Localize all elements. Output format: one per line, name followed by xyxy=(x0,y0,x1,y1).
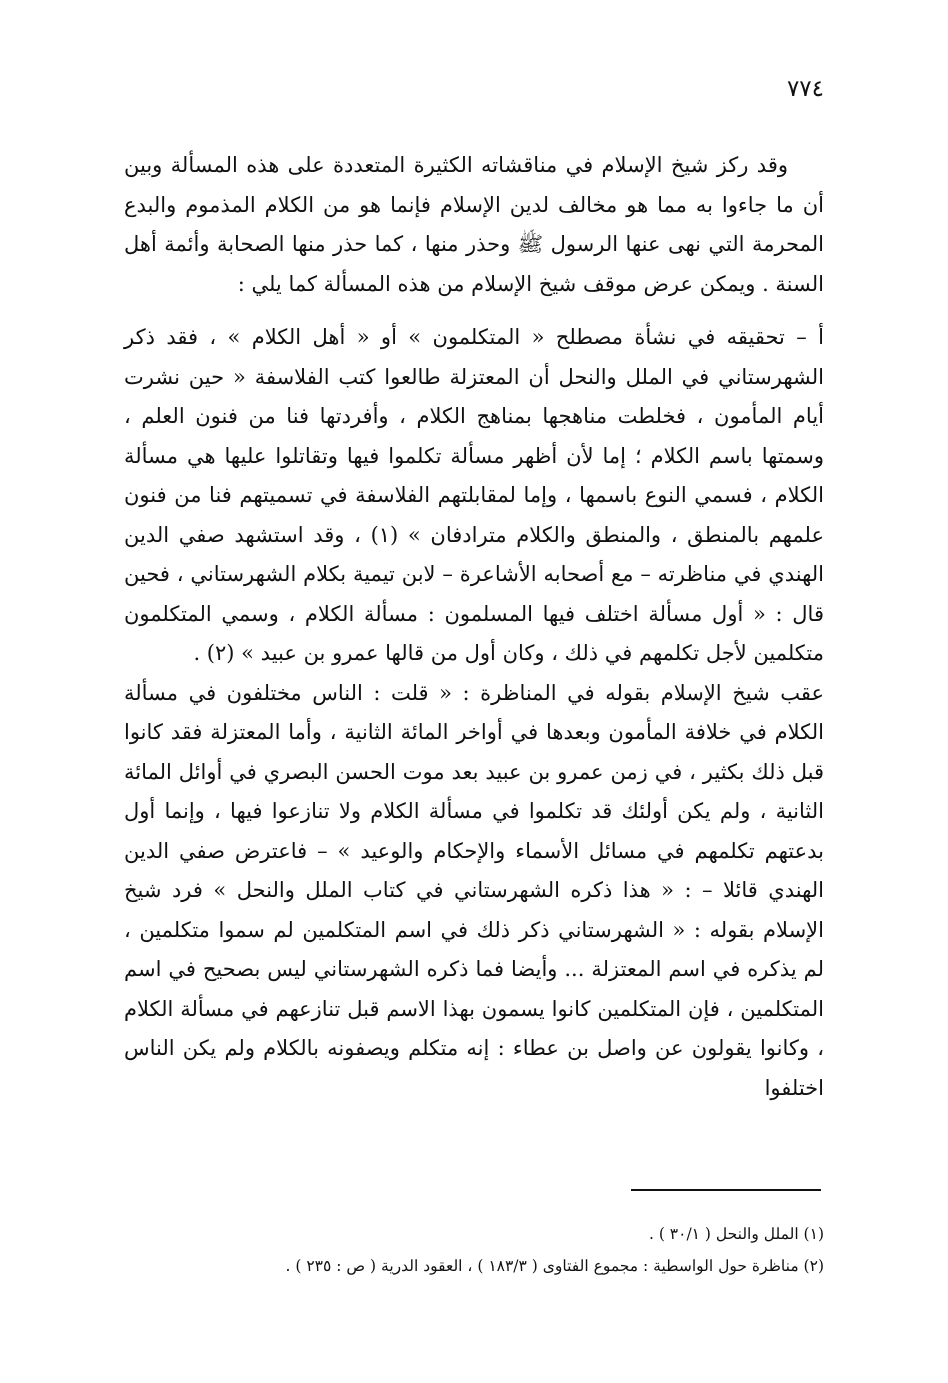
paragraph-section-a: أ – تحقيقه في نشأة مصطلح « المتكلمون » أو « أهل الكلام » ، فقد ذكر الشهرستاني في الملل والنحل أن المعتزلة طالعوا كتب الفلاسفة « حين نشرت أيام المأمون ، فخلطت مناهجها بمناهج الكلام ، وأفردتها فنا من فنون العلم ، وسمتها باسم الكلام ؛ إما لأن أظهر مسألة تكلموا فيها وتقاتلوا عليها هي مسألة الكلام ، فسمي النوع باسمها ، وإما لمقابلتهم الفلاسفة في تسميتهم فنا من فنون علمهم بالمنطق ، والمنطق والكلام مترادفان » (١) ، وقد استشهد صفي الدين الهندي في مناظرته – مع أصحابه الأشاعرة – لابن تيمية بكلام الشهرستاني ، فحين قال : « أول مسألة اختلف فيها المسلمون : مسألة الكلام ، وسمي المتكلمون متكلمين لأجل تكلمهم في ذلك ، وكان أول من قالها عمرو بن عبيد » (٢) . xyxy=(124,325,824,665)
footnote-divider xyxy=(631,1189,821,1191)
footnote-1: (١) الملل والنحل ( ٣٠/١ ) . xyxy=(648,1225,824,1243)
footnote-2: (٢) مناظرة حول الواسطية : مجموع الفتاوى ( ١٨٣/٣ ) ، العقود الدرية ( ص : ٢٣٥ ) . xyxy=(285,1257,824,1275)
paragraph-rebuttal: عقب شيخ الإسلام بقوله في المناظرة : « قلت : الناس مختلفون في مسألة الكلام في خلافة المأمون وبعدها في أواخر المائة الثانية ، وأما المعتزلة فقد كانوا قبل ذلك بكثير ، في زمن عمرو بن عبيد بعد موت الحسن البصري في أوائل المائة الثانية ، ولم يكن أولئك قد تكلموا في مسألة الكلام ولا تنازعوا فيها ، وإنما أول بدعتهم تكلمهم في مسائل الأسماء والإحكام والوعيد » – فاعترض صفي الدين الهندي قائلا – : « هذا ذكره الشهرستاني في كتاب الملل والنحل » فرد شيخ الإسلام بقوله : « الشهرستاني ذكر ذلك في اسم المتكلمين لم سموا متكلمين ، لم يذكره في اسم المعتزلة ... وأيضا فما ذكره الشهرستاني ليس بصحيح في اسم المتكلمين ، فإن المتكلمين كانوا يسمون بهذا الاسم قبل تنازعهم في مسألة الكلام ، وكانوا يقولون عن واصل بن عطاء : إنه متكلم ويصفونه بالكلام ولم يكن الناس اختلفوا xyxy=(124,680,824,1100)
page-number: ٧٧٤ xyxy=(786,76,824,102)
paragraph-intro: وقد ركز شيخ الإسلام في مناقشاته الكثيرة المتعددة على هذه المسألة وبين أن ما جاءوا به مما هو مخالف لدين الإسلام فإنما هو من الكلام المذموم والبدع المحرمة التي نهى عنها الرسول ﷺ وحذر منها ، كما حذر منها الصحابة وأئمة أهل السنة . ويمكن عرض موقف شيخ الإسلام من هذه المسألة كما يلي : xyxy=(124,153,824,296)
footnotes xyxy=(124,1218,824,1282)
body-text xyxy=(124,146,824,1108)
